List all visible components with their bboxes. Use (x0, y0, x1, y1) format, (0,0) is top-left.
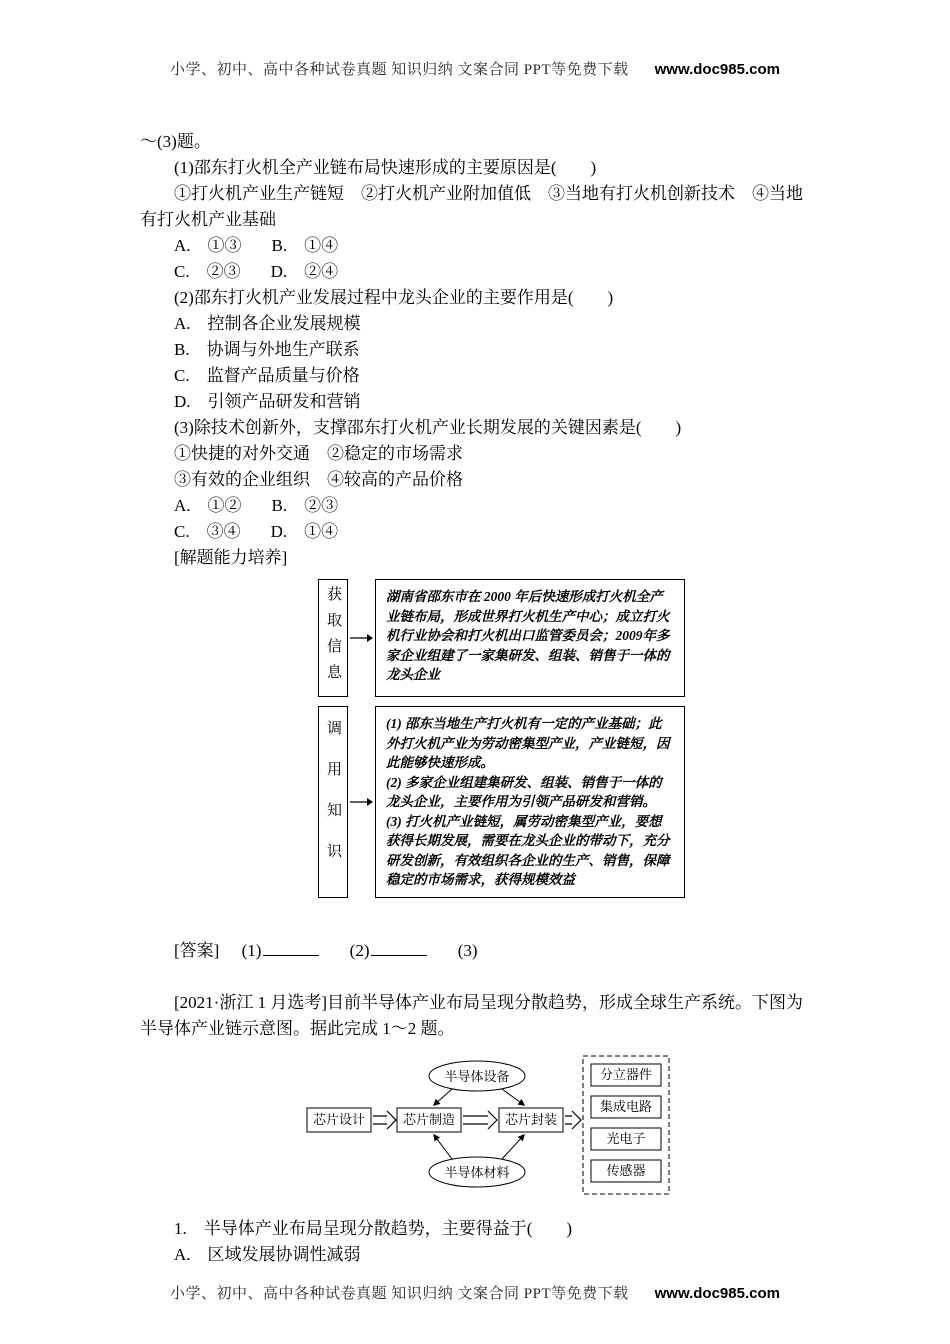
choice-d: D. ①④ (270, 522, 339, 541)
product-label-sensors: 传感器 (606, 1162, 646, 1178)
answer-2-label: (2) (349, 940, 370, 960)
answer-2-blank (371, 940, 427, 956)
question3-choices-row1 (140, 493, 810, 519)
question2-stem: (2)邵东打火机产业发展过程中龙头企业的主要作用是( ) (174, 288, 614, 307)
knowledge-point-3: (3) 打火机产业链短，属劳动密集型产业，要想获得长期发展，需要在龙头企业的带动下，充分研发创新，有效组织各企业的生产、销售，保障稳定的市场需求，获得规模效益 (386, 813, 670, 887)
footer-site-url: www.doc985.com (654, 1284, 780, 1302)
choice-a: A. ①③ (174, 236, 242, 255)
product-label-integrated-circuits: 集成电路 (599, 1098, 653, 1114)
package-to-products-arrow (565, 1111, 581, 1129)
document-body (140, 129, 810, 1268)
question3-stem: (3)除技术创新外，支撑邵东打火机产业长期发展的关键因素是( ) (174, 418, 682, 437)
right-arrow-icon (348, 632, 375, 644)
question1-choices-row1 (140, 233, 810, 259)
page-header (140, 58, 810, 79)
question1-items: ①打火机产业生产链短 ②打火机产业附加值低 ③当地有打火机创新技术 ④当地有打火机产业基础 (140, 184, 803, 229)
manufacture-label: 芯片制造 (402, 1111, 456, 1127)
choice-c: C. ③④ (174, 522, 241, 541)
equipment-label: 半导体设备 (444, 1068, 510, 1084)
knowledge-text-box (375, 706, 685, 898)
design-label: 芯片设计 (312, 1111, 366, 1127)
right-arrow-icon (348, 796, 375, 808)
semiconductor-intro: [2021·浙江 1 月选考]目前半导体产业布局呈现分散趋势，形成全球生产系统。下图为半导体产业链示意图。据此完成 1～2 题。 (140, 992, 803, 1038)
package-label: 芯片封装 (504, 1111, 558, 1127)
info-text-box (375, 579, 685, 697)
question2-choice-a: A. 控制各企业发展规模 (174, 314, 361, 333)
answer-line (140, 938, 810, 964)
page-footer (140, 1282, 810, 1303)
analysis-row-info (318, 579, 810, 697)
header-promo-text: 小学、初中、高中各种试卷真题 知识归纳 文案合同 PPT等免费下载 (170, 62, 629, 78)
info-label-box: 获取信息 (318, 579, 348, 697)
semiconductor-chain-diagram (302, 1050, 810, 1208)
info-text: 湖南省邵东市在 2000 年后快速形成打火机全产业链布局，形成世界打火机生产中心；成立打火机行业协会和打火机出口监管委员会；2009年多家企业组建了一家集研发、组装、销售于一体的龙头企业 (386, 589, 670, 682)
question3-items2: ③有效的企业组织 ④较高的产品价格 (174, 470, 463, 489)
choice-a: A. ①② (174, 496, 242, 515)
choice-b: B. ②③ (271, 496, 339, 515)
semiconductor-question1-choice-a: A. 区域发展协调性减弱 (174, 1244, 361, 1264)
manufacture-to-package-arrow (463, 1111, 497, 1129)
question3-choices-row2 (140, 519, 810, 545)
knowledge-label-box: 调用知识 (318, 706, 348, 898)
answer-1-blank (263, 940, 319, 956)
knowledge-point-2: (2) 多家企业组建集研发、组装、销售于一体的龙头企业，主要作用为引领产品研发和营销。 (386, 774, 662, 809)
knowledge-point-1: (1) 邵东当地生产打火机有一定的产业基础；此外打火机产业为劳动密集型产业，产业链短，因此能够快速形成。 (386, 716, 670, 770)
lead-line: ～(3)题。 (140, 132, 211, 151)
question2-choice-d: D. 引领产品研发和营销 (174, 392, 361, 411)
semiconductor-question1-stem: 1. 半导体产业布局呈现分散趋势，主要得益于( ) (174, 1218, 573, 1238)
question2-choice-b: B. 协调与外地生产联系 (174, 340, 360, 359)
question2-choice-c: C. 监督产品质量与价格 (174, 366, 360, 385)
question1-choices-row2 (140, 259, 810, 285)
section-label: [解题能力培养] (174, 548, 288, 567)
answer-1-label: (1) (241, 940, 262, 960)
footer-promo-text: 小学、初中、高中各种试卷真题 知识归纳 文案合同 PPT等免费下载 (170, 1285, 629, 1302)
equipment-to-package-arrow (502, 1089, 524, 1105)
question1-stem: (1)邵东打火机全产业链布局快速形成的主要原因是( ) (174, 158, 597, 177)
design-to-manufacture-arrow (373, 1111, 396, 1129)
header-site-url: www.doc985.com (654, 61, 780, 78)
product-label-optoelectronics: 光电子 (606, 1130, 646, 1146)
choice-d: D. ②④ (270, 262, 339, 281)
material-to-package-arrow (502, 1135, 524, 1159)
material-label: 半导体材料 (444, 1164, 510, 1180)
material-to-manufacture-arrow (434, 1135, 452, 1159)
analysis-row-knowledge (318, 706, 810, 898)
product-label-discrete-devices: 分立器件 (599, 1066, 653, 1082)
equipment-to-manufacture-arrow (434, 1089, 452, 1105)
choice-c: C. ②③ (174, 262, 241, 281)
analysis-diagram (318, 579, 810, 898)
choice-b: B. ①④ (271, 236, 339, 255)
answer-3-label: (3) (457, 940, 478, 960)
answer-label: [答案] (174, 940, 220, 960)
question3-items1: ①快捷的对外交通 ②稳定的市场需求 (174, 444, 463, 463)
